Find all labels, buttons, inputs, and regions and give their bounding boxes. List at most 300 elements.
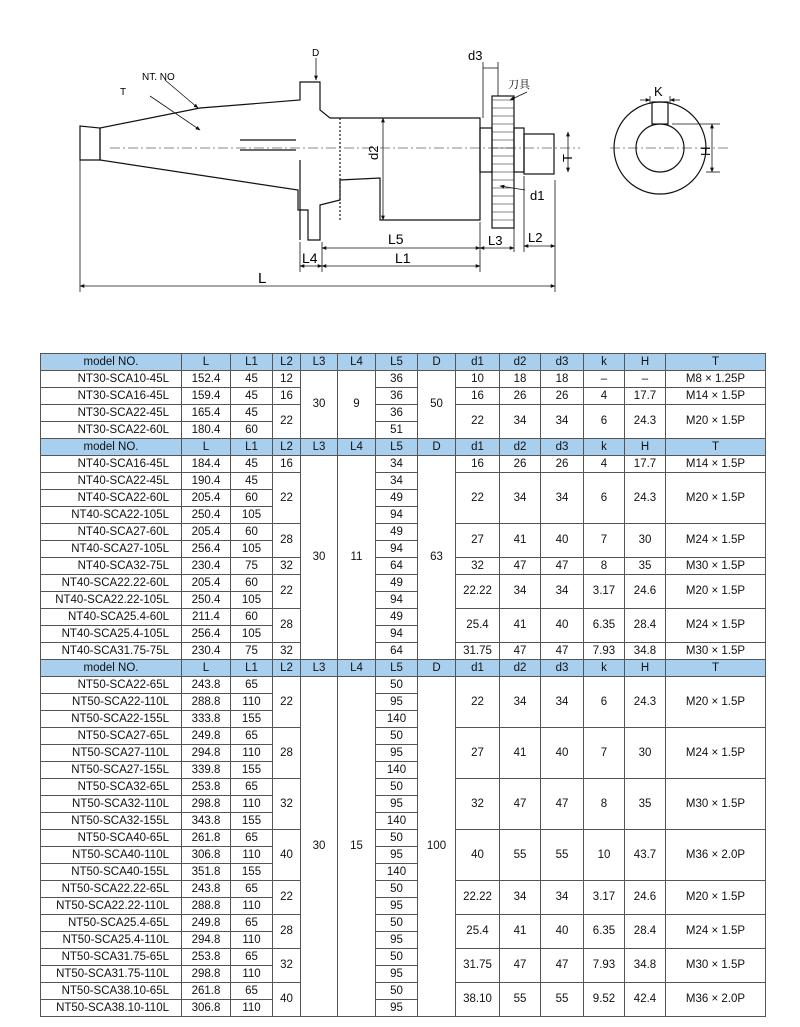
cell-k: 10 — [584, 830, 625, 881]
cell-D: 63 — [418, 456, 456, 660]
cell-model: NT50-SCA31.75-110L — [41, 966, 182, 983]
label-d2: d2 — [366, 145, 381, 160]
cell-L: 343.8 — [182, 813, 231, 830]
cell-L1: 60 — [231, 524, 273, 541]
header-L5: L5 — [376, 660, 418, 677]
cell-d1: 25.4 — [456, 609, 500, 643]
header-d2: d2 — [500, 439, 541, 456]
cell-model: NT50-SCA22.22-65L — [41, 881, 182, 898]
cell-T: M20 × 1.5P — [666, 473, 766, 524]
cell-T: M36 × 2.0P — [666, 983, 766, 1017]
cell-L: 298.8 — [182, 966, 231, 983]
cell-d3: 34 — [541, 473, 584, 524]
cell-L5: 50 — [376, 830, 418, 847]
cell-k: 6 — [584, 405, 625, 439]
header-d3: d3 — [541, 660, 584, 677]
cell-H: 28.4 — [625, 915, 666, 949]
cell-H: 35 — [625, 558, 666, 575]
cell-H: 24.6 — [625, 881, 666, 915]
cell-L1: 110 — [231, 694, 273, 711]
cell-d1: 31.75 — [456, 949, 500, 983]
cell-d2: 55 — [500, 830, 541, 881]
cell-d3: 26 — [541, 388, 584, 405]
cell-k: 6.35 — [584, 609, 625, 643]
header-D: D — [418, 660, 456, 677]
cell-k: 3.17 — [584, 881, 625, 915]
cell-model: NT40-SCA32-75L — [41, 558, 182, 575]
cell-L1: 155 — [231, 864, 273, 881]
cutter-tool — [480, 96, 554, 228]
cell-H: 43.7 — [625, 830, 666, 881]
cell-model: NT30-SCA22-60L — [41, 422, 182, 439]
cell-L: 243.8 — [182, 677, 231, 694]
table-row — [41, 609, 766, 626]
header-H: H — [625, 660, 666, 677]
label-L3: L3 — [488, 233, 503, 248]
label-d3: d3 — [468, 48, 483, 63]
cell-T: M30 × 1.5P — [666, 643, 766, 660]
cell-L: 298.8 — [182, 796, 231, 813]
table-row — [41, 915, 766, 932]
table-row — [41, 456, 766, 473]
cell-d1: 22 — [456, 473, 500, 524]
cell-L5: 94 — [376, 626, 418, 643]
cell-L3: 30 — [301, 677, 338, 1017]
header-L1: L1 — [231, 660, 273, 677]
cell-L: 249.8 — [182, 915, 231, 932]
cell-model: NT50-SCA27-155L — [41, 762, 182, 779]
cell-L3: 30 — [301, 456, 338, 660]
cell-d1: 16 — [456, 388, 500, 405]
cell-k: 4 — [584, 388, 625, 405]
header-L4: L4 — [338, 354, 376, 371]
cell-L1: 45 — [231, 388, 273, 405]
cell-L3: 30 — [301, 371, 338, 439]
header-T: T — [666, 439, 766, 456]
cell-L2: 32 — [273, 643, 301, 660]
cell-d1: 32 — [456, 779, 500, 830]
cell-d2: 26 — [500, 388, 541, 405]
cell-L: 288.8 — [182, 898, 231, 915]
header-H: H — [625, 354, 666, 371]
label-t-right: T — [560, 154, 575, 162]
cell-model: NT50-SCA27-110L — [41, 745, 182, 762]
cell-L: 243.8 — [182, 881, 231, 898]
header-d1: d1 — [456, 439, 500, 456]
cell-L2: 32 — [273, 558, 301, 575]
cell-D: 100 — [418, 677, 456, 1017]
cell-d1: 25.4 — [456, 915, 500, 949]
cell-L2: 28 — [273, 524, 301, 558]
label-D: D — [312, 48, 320, 59]
cell-L1: 65 — [231, 779, 273, 796]
cell-d1: 27 — [456, 524, 500, 558]
header-d3: d3 — [541, 439, 584, 456]
cell-T: M20 × 1.5P — [666, 575, 766, 609]
cell-model: NT50-SCA32-110L — [41, 796, 182, 813]
header-L: L — [182, 354, 231, 371]
cell-T: M8 × 1.25P — [666, 371, 766, 388]
cell-L5: 95 — [376, 932, 418, 949]
cell-L5: 94 — [376, 541, 418, 558]
cell-L: 205.4 — [182, 575, 231, 592]
cell-L5: 50 — [376, 728, 418, 745]
cell-L1: 45 — [231, 473, 273, 490]
cell-L: 165.4 — [182, 405, 231, 422]
cell-L1: 45 — [231, 456, 273, 473]
cell-L2: 28 — [273, 728, 301, 779]
cell-L: 261.8 — [182, 983, 231, 1000]
header-k: k — [584, 439, 625, 456]
table-row — [41, 949, 766, 966]
cell-L4: 9 — [338, 371, 376, 439]
cell-L5: 64 — [376, 558, 418, 575]
cell-L2: 16 — [273, 456, 301, 473]
cell-T: M36 × 2.0P — [666, 830, 766, 881]
cell-model: NT40-SCA25.4-60L — [41, 609, 182, 626]
cell-k: 3.17 — [584, 575, 625, 609]
header-D: D — [418, 439, 456, 456]
cell-L: 339.8 — [182, 762, 231, 779]
cell-L: 159.4 — [182, 388, 231, 405]
cell-L2: 22 — [273, 405, 301, 439]
label-t-left: T — [120, 87, 127, 98]
cell-d2: 34 — [500, 575, 541, 609]
cell-L5: 50 — [376, 677, 418, 694]
cell-k: 8 — [584, 779, 625, 830]
cell-L: 306.8 — [182, 847, 231, 864]
cell-d1: 40 — [456, 830, 500, 881]
cell-L2: 40 — [273, 830, 301, 881]
cell-d3: 18 — [541, 371, 584, 388]
header-T: T — [666, 660, 766, 677]
cell-L5: 95 — [376, 966, 418, 983]
cell-L2: 28 — [273, 609, 301, 643]
table-row — [41, 405, 766, 422]
cell-model: NT40-SCA22-105L — [41, 507, 182, 524]
label-H: H — [698, 146, 713, 156]
cell-T: M20 × 1.5P — [666, 405, 766, 439]
header-L2: L2 — [273, 354, 301, 371]
table-row — [41, 643, 766, 660]
header-L: L — [182, 660, 231, 677]
cell-L5: 95 — [376, 847, 418, 864]
cell-L: 333.8 — [182, 711, 231, 728]
cell-L1: 60 — [231, 609, 273, 626]
cell-model: NT50-SCA32-65L — [41, 779, 182, 796]
cell-L: 288.8 — [182, 694, 231, 711]
cell-L1: 60 — [231, 575, 273, 592]
cell-d2: 34 — [500, 473, 541, 524]
cell-H: 28.4 — [625, 609, 666, 643]
cell-T: M20 × 1.5P — [666, 881, 766, 915]
cell-d3: 55 — [541, 830, 584, 881]
cell-T: M24 × 1.5P — [666, 728, 766, 779]
header-d1: d1 — [456, 660, 500, 677]
header-H: H — [625, 439, 666, 456]
cell-model: NT50-SCA32-155L — [41, 813, 182, 830]
cell-L2: 12 — [273, 371, 301, 388]
cell-L1: 65 — [231, 915, 273, 932]
table-header-row — [41, 660, 766, 677]
cell-L: 256.4 — [182, 541, 231, 558]
cell-d3: 40 — [541, 915, 584, 949]
cell-L1: 105 — [231, 626, 273, 643]
header-d2: d2 — [500, 354, 541, 371]
cell-L1: 105 — [231, 541, 273, 558]
spec-table-body — [41, 354, 766, 1017]
cell-L1: 110 — [231, 1000, 273, 1017]
cell-L1: 155 — [231, 711, 273, 728]
header-L3: L3 — [301, 354, 338, 371]
header-k: k — [584, 660, 625, 677]
holder-body — [80, 82, 480, 240]
header-D: D — [418, 354, 456, 371]
cell-H: 24.3 — [625, 405, 666, 439]
header-L4: L4 — [338, 660, 376, 677]
table-header-row — [41, 354, 766, 371]
cell-k: 7.93 — [584, 949, 625, 983]
cell-L: 294.8 — [182, 932, 231, 949]
cell-L5: 51 — [376, 422, 418, 439]
table-row — [41, 371, 766, 388]
cell-d1: 22.22 — [456, 575, 500, 609]
cell-d1: 27 — [456, 728, 500, 779]
cell-L5: 140 — [376, 762, 418, 779]
cell-d1: 32 — [456, 558, 500, 575]
cell-model: NT40-SCA31.75-75L — [41, 643, 182, 660]
cell-H: 24.6 — [625, 575, 666, 609]
label-L: L — [258, 270, 267, 287]
table-row — [41, 524, 766, 541]
cell-L1: 110 — [231, 745, 273, 762]
cell-model: NT50-SCA27-65L — [41, 728, 182, 745]
label-d1: d1 — [530, 188, 545, 203]
cell-L5: 34 — [376, 456, 418, 473]
cell-L: 230.4 — [182, 643, 231, 660]
cell-d3: 55 — [541, 983, 584, 1017]
cell-model: NT50-SCA38.10-110L — [41, 1000, 182, 1017]
cell-k: 4 — [584, 456, 625, 473]
table-row — [41, 983, 766, 1000]
cell-L2: 32 — [273, 779, 301, 830]
cell-d2: 41 — [500, 524, 541, 558]
cell-d3: 47 — [541, 949, 584, 983]
cell-d2: 47 — [500, 949, 541, 983]
cell-L: 253.8 — [182, 779, 231, 796]
cell-L5: 95 — [376, 745, 418, 762]
cell-L: 351.8 — [182, 864, 231, 881]
cell-H: 35 — [625, 779, 666, 830]
header-L3: L3 — [301, 439, 338, 456]
cell-d2: 47 — [500, 643, 541, 660]
cell-model: NT40-SCA27-60L — [41, 524, 182, 541]
cell-H: 17.7 — [625, 456, 666, 473]
cell-L1: 110 — [231, 932, 273, 949]
cell-model: NT50-SCA40-155L — [41, 864, 182, 881]
cell-L5: 94 — [376, 592, 418, 609]
cell-L1: 110 — [231, 847, 273, 864]
cell-d1: 16 — [456, 456, 500, 473]
cell-L5: 95 — [376, 898, 418, 915]
cell-L2: 32 — [273, 949, 301, 983]
cell-L5: 50 — [376, 779, 418, 796]
cell-L1: 65 — [231, 728, 273, 745]
header-L: L — [182, 439, 231, 456]
cell-L5: 36 — [376, 371, 418, 388]
cell-d1: 38.10 — [456, 983, 500, 1017]
cell-model: NT40-SCA27-105L — [41, 541, 182, 558]
header-L5: L5 — [376, 439, 418, 456]
cell-k: 9.52 — [584, 983, 625, 1017]
table-header-row — [41, 439, 766, 456]
label-tool: 刀具 — [508, 79, 530, 91]
cell-model: NT50-SCA25.4-110L — [41, 932, 182, 949]
cell-L5: 140 — [376, 711, 418, 728]
cell-L: 253.8 — [182, 949, 231, 966]
cell-L2: 28 — [273, 915, 301, 949]
cell-T: M14 × 1.5P — [666, 388, 766, 405]
cell-L1: 65 — [231, 949, 273, 966]
cell-L: 250.4 — [182, 507, 231, 524]
header-L2: L2 — [273, 439, 301, 456]
label-L1: L1 — [395, 250, 411, 266]
cell-D: 50 — [418, 371, 456, 439]
cell-L: 152.4 — [182, 371, 231, 388]
cell-d3: 47 — [541, 779, 584, 830]
cell-d3: 40 — [541, 524, 584, 558]
cell-L5: 49 — [376, 524, 418, 541]
header-model: model NO. — [41, 354, 182, 371]
header-model: model NO. — [41, 660, 182, 677]
cell-L: 190.4 — [182, 473, 231, 490]
cell-k: 7 — [584, 728, 625, 779]
cell-L2: 22 — [273, 881, 301, 915]
cell-k: – — [584, 371, 625, 388]
cell-d2: 34 — [500, 881, 541, 915]
cell-L1: 65 — [231, 881, 273, 898]
cell-model: NT50-SCA40-110L — [41, 847, 182, 864]
cell-L: 294.8 — [182, 745, 231, 762]
cell-L1: 65 — [231, 983, 273, 1000]
cell-H: 24.3 — [625, 677, 666, 728]
cell-T: M14 × 1.5P — [666, 456, 766, 473]
cell-H: – — [625, 371, 666, 388]
cell-L2: 22 — [273, 473, 301, 524]
cell-L: 249.8 — [182, 728, 231, 745]
cell-L: 306.8 — [182, 1000, 231, 1017]
cell-d1: 22 — [456, 405, 500, 439]
cell-d2: 41 — [500, 609, 541, 643]
cell-d2: 47 — [500, 779, 541, 830]
cell-d2: 18 — [500, 371, 541, 388]
label-L2: L2 — [528, 230, 543, 245]
cell-L5: 140 — [376, 813, 418, 830]
label-L5: L5 — [388, 231, 404, 247]
cell-d1: 22 — [456, 677, 500, 728]
cell-k: 8 — [584, 558, 625, 575]
cell-L: 180.4 — [182, 422, 231, 439]
label-nt-no: NT. NO — [142, 72, 175, 83]
cell-L: 230.4 — [182, 558, 231, 575]
cell-L1: 65 — [231, 830, 273, 847]
cell-L5: 49 — [376, 490, 418, 507]
cell-L2: 22 — [273, 677, 301, 728]
spec-table — [40, 353, 766, 1017]
table-row — [41, 473, 766, 490]
cell-d3: 40 — [541, 728, 584, 779]
cell-d2: 34 — [500, 405, 541, 439]
cell-d3: 34 — [541, 405, 584, 439]
header-k: k — [584, 354, 625, 371]
cell-d2: 41 — [500, 915, 541, 949]
cell-L1: 105 — [231, 507, 273, 524]
cell-L1: 155 — [231, 813, 273, 830]
cell-L5: 49 — [376, 609, 418, 626]
cell-L1: 105 — [231, 592, 273, 609]
cell-d3: 47 — [541, 558, 584, 575]
cell-k: 7.93 — [584, 643, 625, 660]
cell-L4: 15 — [338, 677, 376, 1017]
cell-L: 205.4 — [182, 524, 231, 541]
cell-T: M20 × 1.5P — [666, 677, 766, 728]
header-T: T — [666, 354, 766, 371]
cell-model: NT40-SCA22.22-60L — [41, 575, 182, 592]
table-row — [41, 388, 766, 405]
cell-L5: 94 — [376, 507, 418, 524]
table-row — [41, 881, 766, 898]
cell-L5: 50 — [376, 881, 418, 898]
cell-L1: 75 — [231, 643, 273, 660]
header-L1: L1 — [231, 439, 273, 456]
cell-L1: 75 — [231, 558, 273, 575]
cell-H: 24.3 — [625, 473, 666, 524]
cell-L1: 60 — [231, 490, 273, 507]
cell-L5: 95 — [376, 1000, 418, 1017]
cell-model: NT30-SCA16-45L — [41, 388, 182, 405]
cell-L5: 49 — [376, 575, 418, 592]
cell-L5: 50 — [376, 949, 418, 966]
cell-L: 184.4 — [182, 456, 231, 473]
header-L5: L5 — [376, 354, 418, 371]
cell-L5: 50 — [376, 915, 418, 932]
table-row — [41, 575, 766, 592]
cell-d2: 34 — [500, 677, 541, 728]
cell-L5: 95 — [376, 796, 418, 813]
label-L4: L4 — [302, 250, 318, 266]
table-row — [41, 558, 766, 575]
cell-L1: 65 — [231, 677, 273, 694]
cell-L: 205.4 — [182, 490, 231, 507]
header-L2: L2 — [273, 660, 301, 677]
cell-k: 6 — [584, 473, 625, 524]
cell-H: 34.8 — [625, 949, 666, 983]
header-L4: L4 — [338, 439, 376, 456]
cell-k: 6 — [584, 677, 625, 728]
cell-model: NT40-SCA22-45L — [41, 473, 182, 490]
cell-d2: 55 — [500, 983, 541, 1017]
cell-T: M24 × 1.5P — [666, 609, 766, 643]
cell-d3: 26 — [541, 456, 584, 473]
cell-T: M24 × 1.5P — [666, 915, 766, 949]
cell-model: NT30-SCA10-45L — [41, 371, 182, 388]
cell-model: NT40-SCA16-45L — [41, 456, 182, 473]
cell-d1: 22.22 — [456, 881, 500, 915]
cell-d3: 34 — [541, 575, 584, 609]
cell-model: NT50-SCA22-155L — [41, 711, 182, 728]
cell-H: 30 — [625, 728, 666, 779]
cell-d3: 40 — [541, 609, 584, 643]
